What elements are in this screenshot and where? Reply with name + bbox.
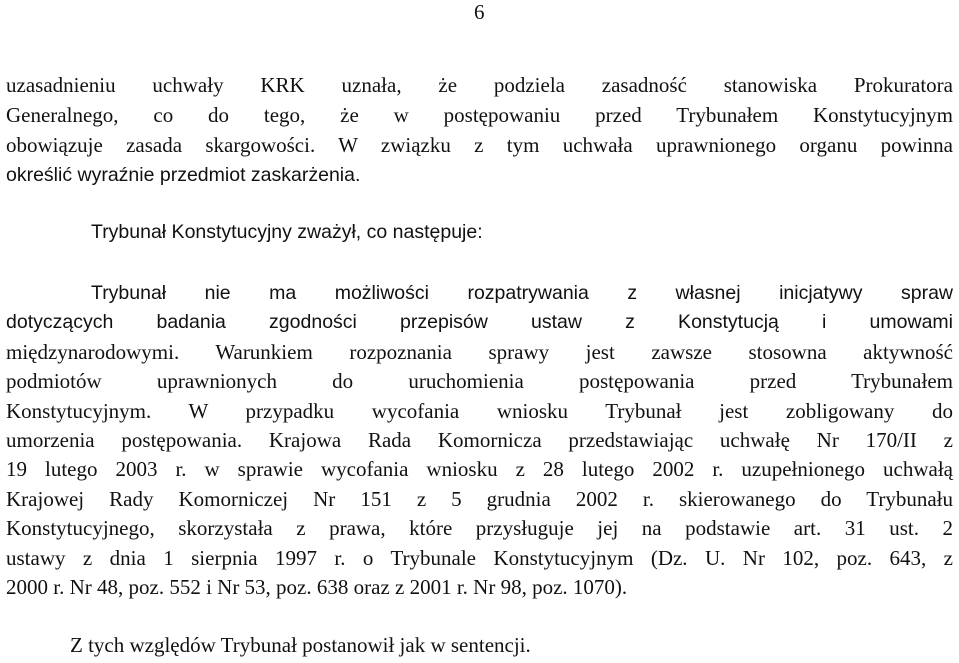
text-line: Generalnego, co do tego, że w postępowaniu przed Trybunałem Konstytucyjnym [6, 103, 953, 127]
text-line: Konstytucyjnym. W przypadku wycofania wniosku Trybunał jest zobligowany do [6, 399, 953, 423]
text-line: Trybunał nie ma możliwości rozpatrywania z własnej inicjatywy spraw [91, 282, 953, 304]
closing-sentence: Z tych względów Trybunał postanowił jak w sentencji. [70, 633, 531, 657]
text-line: międzynarodowymi. Warunkiem rozpoznania sprawy jest zawsze stosowna aktywność [6, 340, 953, 364]
text-line: podmiotów uprawnionych do uruchomienia postępowania przed Trybunałem [6, 369, 953, 393]
text-line: dotyczących badania zgodności przepisów ustaw z Konstytucją i umowami [6, 311, 953, 333]
text-line: ustawy z dnia 1 sierpnia 1997 r. o Trybunale Konstytucyjnym (Dz. U. Nr 102, poz. 643, z [6, 546, 953, 570]
text-line: uzasadnieniu uchwały KRK uznała, że podziela zasadność stanowiska Prokuratora [6, 73, 953, 97]
text-line: umorzenia postępowania. Krajowa Rada Komornicza przedstawiając uchwałę Nr 170/II z [6, 428, 953, 452]
text-line: obowiązuje zasada skargowości. W związku z tym uchwała uprawnionego organu powinna [6, 133, 953, 157]
text-line: określić wyraźnie przedmiot zaskarżenia. [6, 164, 361, 186]
section-heading: Trybunał Konstytucyjny zważył, co następuje: [91, 221, 483, 243]
text-line: Krajowej Rady Komorniczej Nr 151 z 5 grudnia 2002 r. skierowanego do Trybunału [6, 487, 953, 511]
text-line: 2000 r. Nr 48, poz. 552 i Nr 53, poz. 638 oraz z 2001 r. Nr 98, poz. 1070). [6, 575, 628, 599]
page-number: 6 [474, 0, 485, 24]
text-line: Konstytucyjnego, skorzystała z prawa, które przysługuje jej na podstawie art. 31 ust. 2 [6, 516, 953, 540]
text-line: 19 lutego 2003 r. w sprawie wycofania wniosku z 28 lutego 2002 r. uzupełnionego uchwałą [6, 457, 953, 481]
